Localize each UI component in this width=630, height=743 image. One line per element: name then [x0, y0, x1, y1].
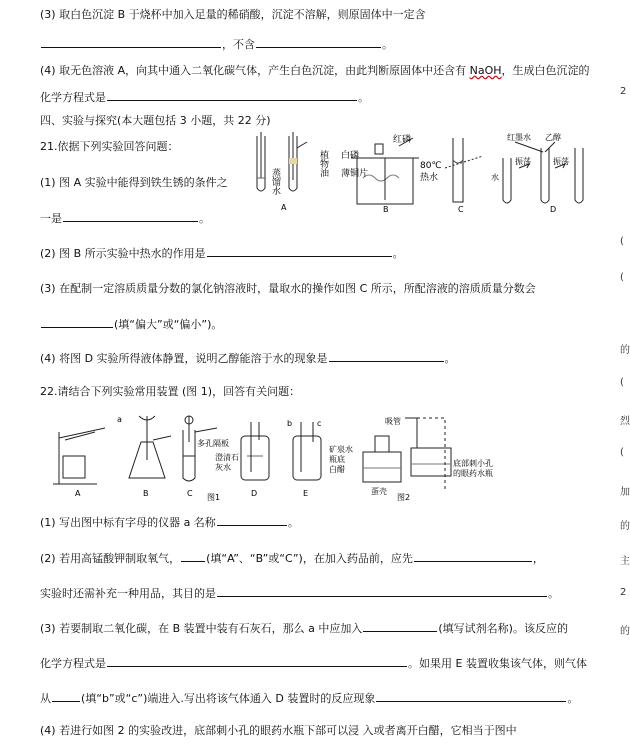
q4-line1: (4) 取无色溶液 A，向其中通入二氧化碳气体，产生白色沉淀，由此判断原固体中还含有 NaOH，生成白色沉淀的 [40, 64, 590, 77]
side-fragment: 2 [620, 587, 627, 598]
figure-label: C [458, 205, 464, 214]
q21-figure [245, 128, 590, 220]
figure-label: E [303, 489, 309, 498]
label-eyedrop: 底部刺小孔 [453, 459, 493, 468]
figure-label: A [281, 203, 287, 212]
answer-blank[interactable] [256, 36, 381, 48]
label-c: c [317, 419, 322, 428]
side-fragment: ( [620, 447, 624, 458]
label-vegetable-oil: 植物油 [318, 150, 328, 177]
side-fragment: ( [620, 236, 624, 247]
q22-3-line1: (3) 若要制取二氧化碳，在 B 装置中装有石灰石，那么 a 中应加入 (填写试剂名称)。该反应的 [40, 622, 568, 635]
figure-label: B [143, 489, 149, 498]
answer-blank[interactable] [414, 550, 532, 562]
label-copper-sheet: 薄铜片 [341, 169, 369, 179]
answer-blank[interactable] [329, 350, 444, 362]
q3-line1: (3) 取白色沉淀 B 于烧杯中加入足量的稀硝酸，沉淀不溶解，则原固体中一定含 [40, 8, 426, 21]
q4-line2: 化学方程式是 。 [40, 91, 369, 104]
label-a: a [117, 415, 122, 424]
label-temp: 80℃ [420, 161, 442, 171]
side-fragment: 烈 [620, 416, 630, 427]
q21-1-line2: 一是 。 [40, 212, 210, 225]
q22-3-line3: 从 (填“b”或“c”)端进入.写出将该气体通入 D 装置时的反应现象 。 [40, 692, 579, 705]
q21-title: 21.依据下列实验回答问题： [40, 140, 179, 153]
answer-blank[interactable] [107, 655, 407, 667]
figure-label: D [251, 489, 258, 498]
label-mineral-bottle: 瓶底 [329, 455, 345, 464]
figure-label: D [550, 205, 557, 214]
answer-blank[interactable] [217, 585, 547, 597]
figure-caption: 图2 [397, 493, 411, 502]
q22-1: (1) 写出图中标有字母的仪器 a 名称 。 [40, 516, 299, 529]
label-red-phosphorus: 红磷 [393, 135, 412, 145]
answer-blank[interactable] [63, 210, 198, 222]
label-porous-plate: 多孔隔板 [197, 439, 229, 448]
q21-1-line1: (1) 图 A 实验中能得到铁生锈的条件之 [40, 176, 228, 189]
answer-blank[interactable] [217, 514, 287, 526]
label-white-phosphorus: 白磷 [341, 151, 360, 161]
label-mineral-bottle: 矿泉水 [329, 445, 353, 454]
label-distilled-water: 蒸馏水 [270, 168, 280, 195]
answer-blank[interactable] [41, 36, 221, 48]
q21-4: (4) 将图 D 实验所得液体静置，说明乙醇能溶于水的现象是 。 [40, 352, 456, 365]
side-fragment: 加 [620, 487, 630, 498]
q22-2-line1: (2) 若用高锰酸钾制取氧气， (填“A”、“B”或“C”)，在加入药品前，应先 ， [40, 552, 544, 565]
answer-blank[interactable] [41, 316, 113, 328]
figure-label: C [187, 489, 193, 498]
label-vinegar: 白醋 [329, 465, 345, 474]
label-b: b [287, 419, 293, 428]
side-fragment: 的 [620, 521, 630, 532]
figure-label: A [75, 489, 81, 498]
answer-blank[interactable] [363, 620, 437, 632]
q21-3-line1: (3) 在配制一定溶质质量分数的氯化钠溶液时，量取水的操作如图 C 所示，所配溶液的溶质质量分数会 [40, 282, 536, 295]
answer-blank[interactable] [207, 245, 392, 257]
label-eggshell: 蛋壳 [371, 487, 387, 496]
label-dropper: 吸管 [385, 417, 401, 426]
label-eyedrop: 的眼药水瓶 [453, 469, 493, 478]
section-heading: 四、实验与探究(本大题包括 3 小题，共 22 分) [40, 114, 271, 127]
label-limewater: 灰水 [215, 463, 231, 472]
label-shake: 振荡 [553, 157, 569, 166]
q22-2-line2: 实验时还需补充一种用品，其目的是 。 [40, 587, 559, 600]
side-fragment: 的 [620, 626, 630, 637]
figure-label: B [383, 205, 389, 214]
answer-blank[interactable] [376, 690, 566, 702]
q21-2: (2) 图 B 所示实验中热水的作用是 。 [40, 247, 404, 260]
q22-4: (4) 若进行如图 2 的实验改进，底部刺小孔的眼药水瓶下部可以浸 入或者离开白醋，它相当于图中 [40, 724, 517, 737]
answer-blank[interactable] [107, 89, 357, 101]
q22-figure [45, 412, 590, 502]
label-limewater: 澄清石 [215, 453, 239, 462]
answer-blank[interactable] [52, 690, 80, 702]
side-fragment: 的 [620, 345, 630, 356]
side-fragment: 2 [620, 86, 627, 97]
label-water: 水 [491, 173, 499, 182]
figure-caption: 图1 [207, 493, 221, 502]
side-fragment: 主 [620, 556, 630, 567]
q21-3-line2: (填“偏大”或“偏小”)。 [40, 316, 222, 332]
label-ethanol: 乙醇 [545, 133, 561, 142]
q22-3-line2: 化学方程式是 。如果用 E 装置收集该气体，则气体 [40, 657, 587, 670]
q22-title: 22.请结合下列实验常用装置 (图 1)，回答有关问题： [40, 385, 301, 398]
answer-blank[interactable] [181, 550, 205, 562]
q3-line2: ，不含 。 [40, 36, 393, 52]
side-fragment: ( [620, 377, 624, 388]
side-fragment: ( [620, 272, 624, 283]
label-hot-water: 热水 [420, 173, 439, 183]
label-shake: 振荡 [515, 157, 531, 166]
label-red-ink: 红墨水 [507, 133, 531, 142]
